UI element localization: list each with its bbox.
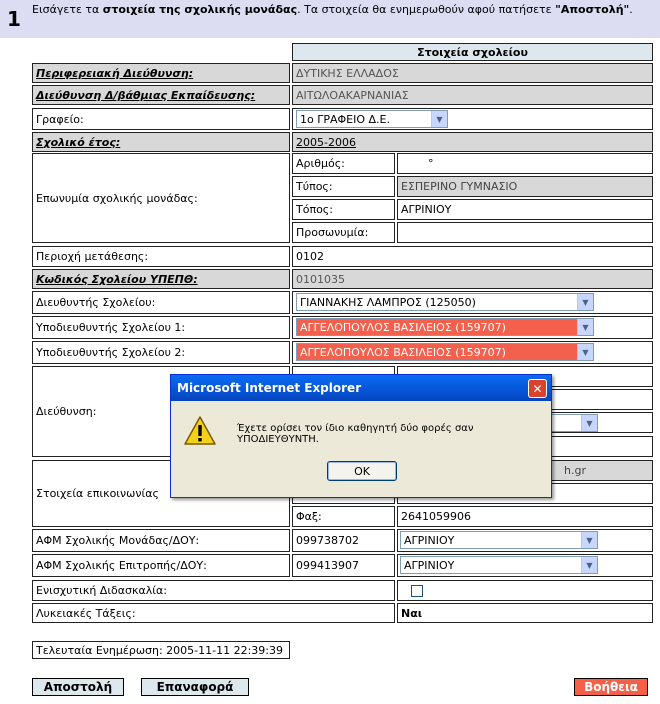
type-label: Τύπος: bbox=[292, 176, 395, 197]
chevron-down-icon: ▼ bbox=[577, 294, 593, 310]
office-select-value: 1ο ΓΡΑΦΕΙΟ Δ.Ε. bbox=[300, 112, 390, 126]
chevron-down-icon: ▼ bbox=[577, 319, 593, 335]
reset-button[interactable]: Επαναφορά bbox=[141, 678, 249, 696]
directorate-label[interactable]: Διεύθυνση Δ/βάθμιας Εκπαίδευσης: bbox=[32, 85, 290, 105]
intro-text bbox=[28, 0, 660, 38]
close-icon[interactable]: ✕ bbox=[528, 379, 547, 398]
dialog-title: Microsoft Internet Explorer bbox=[171, 375, 551, 401]
contact-label: Στοιχεία επικοινωνίας bbox=[32, 460, 290, 527]
afm-committee-label: ΑΦΜ Σχολικής Επιτροπής/ΔΟΥ: bbox=[32, 554, 290, 577]
help-button[interactable]: Βοήθεια bbox=[574, 678, 648, 696]
office-label: Γραφείο: bbox=[32, 108, 290, 130]
address-label: Διεύθυνση: bbox=[32, 366, 290, 457]
chevron-down-icon: ▼ bbox=[581, 532, 597, 548]
fax-input[interactable]: 2641059906 bbox=[397, 506, 653, 527]
director-select[interactable] bbox=[296, 293, 594, 311]
dialog-message: Έχετε ορίσει τον ίδιο καθηγητή δύο φορές σαν ΥΠΟΔΙΕΥΘΥΝΤΗ. bbox=[237, 423, 474, 445]
afm-committee-input[interactable]: 099413907 bbox=[292, 554, 395, 577]
school-year-label[interactable]: Σχολικό έτος: bbox=[32, 132, 290, 152]
chevron-down-icon: ▼ bbox=[577, 344, 593, 360]
last-update: Τελευταία Ενημέρωση: 2005-11-11 22:39:39 bbox=[32, 641, 290, 659]
directorate-value: ΑΙΤΩΛΟΑΚΑΡΝΑΝΙΑΣ bbox=[292, 85, 653, 105]
intro-part3: . bbox=[629, 3, 633, 16]
region-label[interactable]: Περιφερειακή Διεύθυνση: bbox=[32, 63, 290, 83]
deputy1-select-value: ΑΓΓΕΛΟΠΟΥΛΟΣ ΒΑΣΙΛΕΙΟΣ (159707) bbox=[300, 320, 506, 334]
office-select[interactable] bbox=[296, 110, 448, 128]
number-input[interactable]: ° bbox=[397, 153, 653, 174]
type-value: ΕΣΠΕΡΙΝΟ ΓΥΜΝΑΣΙΟ bbox=[397, 176, 653, 197]
afm-committee-doy-select[interactable] bbox=[400, 556, 598, 574]
intro-part1: Εισάγετε τα bbox=[32, 3, 103, 16]
place-label: Τόπος: bbox=[292, 199, 395, 220]
chevron-down-icon: ▼ bbox=[581, 557, 597, 573]
intro-bold2: "Αποστολή" bbox=[555, 3, 630, 16]
region-value: ΔΥΤΙΚΗΣ ΕΛΛΑΔΟΣ bbox=[292, 63, 653, 83]
contact-email-value: h.gr bbox=[292, 460, 653, 481]
school-code-label[interactable]: Κωδικός Σχολείου ΥΠΕΠΘ: bbox=[32, 269, 290, 289]
deputy1-label: Υποδιευθυντής Σχολείου 1: bbox=[32, 316, 290, 339]
remedial-label: Ενισχυτική Διδασκαλία: bbox=[32, 580, 395, 601]
chevron-down-icon: ▼ bbox=[581, 415, 597, 431]
afm-school-input[interactable]: 099738702 bbox=[292, 529, 395, 552]
submit-button[interactable]: Αποστολή bbox=[32, 678, 124, 696]
number-label: Αριθμός: bbox=[292, 153, 395, 174]
deputy2-label: Υποδιευθυντής Σχολείου 2: bbox=[32, 341, 290, 364]
afm-committee-doy-value: ΑΓΡΙΝΙΟΥ bbox=[404, 558, 455, 572]
chevron-down-icon: ▼ bbox=[431, 111, 447, 127]
remedial-cell bbox=[397, 580, 653, 601]
afm-school-doy-value: ΑΓΡΙΝΙΟΥ bbox=[404, 533, 455, 547]
deputy2-select-value: ΑΓΓΕΛΟΠΟΥΛΟΣ ΒΑΣΙΛΕΙΟΣ (159707) bbox=[300, 345, 506, 359]
school-name-label: Επωνυμία σχολικής μονάδας: bbox=[32, 153, 290, 243]
alert-dialog bbox=[170, 374, 552, 498]
school-info-header: Στοιχεία σχολείου bbox=[292, 43, 653, 61]
fax-label: Φαξ: bbox=[292, 506, 395, 527]
afm-school-label: ΑΦΜ Σχολικής Μονάδας/ΔΟΥ: bbox=[32, 529, 290, 552]
step-number: 1 bbox=[0, 0, 28, 38]
intro-bold1: στοιχεία της σχολικής μονάδας bbox=[102, 3, 298, 16]
warning-icon bbox=[183, 415, 217, 450]
school-code-value: 0101035 bbox=[292, 269, 653, 289]
transfer-area-label: Περιοχή μετάθεσης: bbox=[32, 246, 290, 267]
remedial-checkbox[interactable] bbox=[411, 585, 423, 597]
deputy1-select[interactable] bbox=[296, 318, 594, 336]
lyceum-classes-label: Λυκειακές Τάξεις: bbox=[32, 603, 395, 623]
intro-part2: . Τα στοιχεία θα ενημερωθούν αφού πατήσετε bbox=[297, 3, 556, 16]
place-input[interactable]: ΑΓΡΙΝΙΟΥ bbox=[397, 199, 653, 220]
director-select-value: ΓΙΑΝΝΑΚΗΣ ΛΑΜΠΡΟΣ (125050) bbox=[300, 295, 476, 309]
ok-button[interactable]: OK bbox=[327, 461, 397, 481]
lyceum-classes-value: Ναι bbox=[397, 603, 653, 623]
deputy2-select[interactable] bbox=[296, 343, 594, 361]
school-year-value[interactable]: 2005-2006 bbox=[292, 132, 653, 152]
nickname-label: Προσωνυμία: bbox=[292, 222, 395, 243]
afm-school-doy-select[interactable] bbox=[400, 531, 598, 549]
nickname-input[interactable] bbox=[397, 222, 653, 243]
transfer-area-input[interactable]: 0102 bbox=[292, 246, 653, 267]
director-label: Διευθυντής Σχολείου: bbox=[32, 291, 290, 314]
